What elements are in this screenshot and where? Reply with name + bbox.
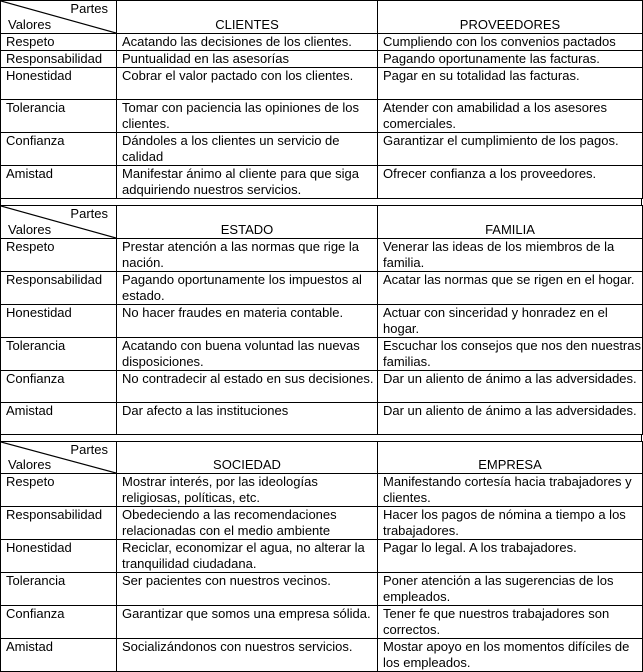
value-name: Honestidad [1,68,117,100]
values-table-clientes-proveedores [0,0,643,199]
value-name: Honestidad [1,540,117,573]
table-header-row [1,1,643,34]
values-table-sociedad-empresa [0,441,643,672]
cell-text: No contradecir al estado en sus decisiones. [117,371,378,403]
value-name: Amistad [1,639,117,672]
cell-text: Acatando con buena voluntad las nuevas disposiciones. [117,338,378,371]
value-name: Tolerancia [1,100,117,133]
cell-text: Ofrecer confianza a los proveedores. [378,166,643,199]
cell-text: Cumpliendo con los convenios pactados [378,34,643,51]
cell-text: Ser pacientes con nuestros vecinos. [117,573,378,606]
table-row [1,573,643,606]
value-name: Confianza [1,133,117,166]
table-row [1,100,643,133]
table-row [1,239,643,272]
table-row [1,474,643,507]
value-name: Tolerancia [1,573,117,606]
value-name: Confianza [1,371,117,403]
table-row [1,639,643,672]
cell-text: Puntualidad en las asesorías [117,51,378,68]
table-row [1,403,643,435]
cell-text: Obedeciendo a las recomendaciones relacionadas con el medio ambiente [117,507,378,540]
table-row [1,166,643,199]
column-header: CLIENTES [117,1,378,34]
table-row [1,272,643,305]
corner-header-cell [1,206,117,239]
valores-label: Valores [8,222,52,237]
cell-text: Dar un aliento de ánimo a las adversidades. [378,371,643,403]
column-header: PROVEEDORES [378,1,643,34]
partes-label: Partes [70,442,108,457]
table-row [1,507,643,540]
cell-text: Prestar atención a las normas que rige la nación. [117,239,378,272]
cell-text: Tener fe que nuestros trabajadores son correctos. [378,606,643,639]
partes-label: Partes [70,1,108,16]
value-name: Responsabilidad [1,272,117,305]
valores-label: Valores [8,457,52,472]
table-row [1,133,643,166]
column-header: EMPRESA [378,442,643,474]
cell-text: Hacer los pagos de nómina a tiempo a los trabajadores. [378,507,643,540]
section-gap [0,198,642,205]
table-row [1,305,643,338]
value-name: Respeto [1,474,117,507]
cell-text: Mostrar interés, por las ideologías religiosas, políticas, etc. [117,474,378,507]
cell-text: Cobrar el valor pactado con los clientes. [117,68,378,100]
table-row [1,606,643,639]
cell-text: Acatando las decisiones de los clientes. [117,34,378,51]
cell-text: Pagando oportunamente los impuestos al estado. [117,272,378,305]
value-name: Amistad [1,166,117,199]
cell-text: Reciclar, economizar el agua, no alterar la tranquilidad ciudadana. [117,540,378,573]
table-row [1,540,643,573]
values-table-estado-familia [0,205,643,435]
valores-label: Valores [8,17,52,32]
value-name: Responsabilidad [1,507,117,540]
cell-text: Dar un aliento de ánimo a las adversidades. [378,403,643,435]
cell-text: Dándoles a los clientes un servicio de calidad [117,133,378,166]
cell-text: Escuchar los consejos que nos den nuestras familias. [378,338,643,371]
cell-text: Atender con amabilidad a los asesores comerciales. [378,100,643,133]
value-name: Respeto [1,34,117,51]
column-header: ESTADO [117,206,378,239]
value-name: Confianza [1,606,117,639]
cell-text: Pagando oportunamente las facturas. [378,51,643,68]
cell-text: No hacer fraudes en materia contable. [117,305,378,338]
section-gap [0,434,642,441]
table-header-row [1,442,643,474]
table-header-row [1,206,643,239]
value-name: Amistad [1,403,117,435]
cell-text: Dar afecto a las instituciones [117,403,378,435]
cell-text: Pagar lo legal. A los trabajadores. [378,540,643,573]
cell-text: Actuar con sinceridad y honradez en el hogar. [378,305,643,338]
cell-text: Garantizar el cumplimiento de los pagos. [378,133,643,166]
table-row [1,34,643,51]
table-row [1,338,643,371]
column-header: SOCIEDAD [117,442,378,474]
cell-text: Mostar apoyo en los momentos difíciles de los empleados. [378,639,643,672]
cell-text: Tomar con paciencia las opiniones de los clientes. [117,100,378,133]
column-header: FAMILIA [378,206,643,239]
value-name: Responsabilidad [1,51,117,68]
value-name: Respeto [1,239,117,272]
cell-text: Garantizar que somos una empresa sólida. [117,606,378,639]
cell-text: Manifestar ánimo al cliente para que siga adquiriendo nuestros servicios. [117,166,378,199]
cell-text: Pagar en su totalidad las facturas. [378,68,643,100]
value-name: Tolerancia [1,338,117,371]
table-row [1,51,643,68]
cell-text: Venerar las ideas de los miembros de la familia. [378,239,643,272]
corner-header-cell [1,442,117,474]
table-row [1,68,643,100]
cell-text: Manifestando cortesía hacia trabajadores y clientes. [378,474,643,507]
cell-text: Poner atención a las sugerencias de los empleados. [378,573,643,606]
table-row [1,371,643,403]
value-name: Honestidad [1,305,117,338]
cell-text: Socializándonos con nuestros servicios. [117,639,378,672]
partes-label: Partes [70,206,108,221]
cell-text: Acatar las normas que se rigen en el hogar. [378,272,643,305]
corner-header-cell [1,1,117,34]
